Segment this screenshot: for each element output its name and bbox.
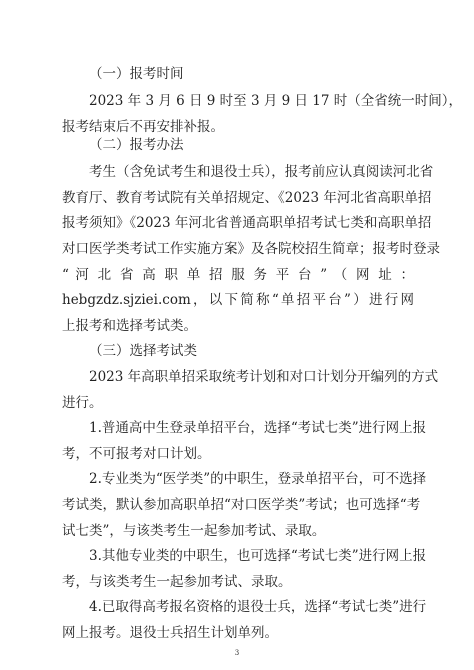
paragraph-line: 试七类”，与该类考生一起参加考试、录取。 [62, 523, 326, 539]
section-heading-1: （一）报考时间 [89, 66, 184, 82]
paragraph-line: 考试类，默认参加高职单招“对口医学类”考试；也可选择“考 [62, 497, 421, 513]
paragraph-line: “ 河 北 省 高 职 单 招 服 务 平 台 ” （ 网 址 ： [62, 267, 414, 283]
list-item-1: 1.普通高中生登录单招平台，选择“考试七类”进行网上报 [89, 420, 427, 436]
paragraph-line: 报考须知》《2023 年河北省普通高职单招考试七类和高职单招 [62, 215, 432, 231]
list-item-3: 3.其他专业类的中职生，也可选择“考试七类”进行网上报 [89, 548, 427, 564]
section-heading-2: （二）报考办法 [89, 137, 184, 153]
list-item-2: 2.专业类为“医学类”的中职生，登录单招平台，可不选择 [89, 471, 427, 487]
paragraph-line: 网上报考。退役士兵招生计划单列。 [62, 625, 278, 641]
paragraph-line: 2023 年高职单招采取统考计划和对口计划分开编列的方式 [89, 369, 439, 385]
section-heading-3: （三）选择考试类 [89, 343, 197, 359]
paragraph-line: 对口医学类考试工作实施方案》及各院校招生简章；报考时登录 [62, 241, 440, 257]
paragraph-line: 2023 年 3 月 6 日 9 时至 3 月 9 日 17 时（全省统一时间）， [89, 93, 463, 109]
paragraph-line: 考生（含免试考生和退役士兵），报考前应认真阅读河北省 [89, 164, 434, 180]
page-number: 3 [234, 649, 240, 657]
paragraph-line: 教育厅、教育考试院有关单招规定、《2023 年河北省高职单招 [62, 190, 432, 206]
paragraph-line: hebgzdz.sjziei.com，以下简称“单招平台”）进行网 [62, 292, 414, 308]
paragraph-line: 考，不可报考对口计划。 [62, 446, 211, 462]
paragraph-line: 上报考和选择考试类。 [62, 318, 197, 334]
paragraph-line: 进行。 [62, 395, 103, 411]
list-item-4: 4.已取得高考报名资格的退役士兵，选择“考试七类”进行 [89, 599, 427, 615]
paragraph-line: 报考结束后不再安排补报。 [62, 119, 224, 135]
paragraph-line: 考，与该类考生一起参加考试、录取。 [62, 574, 292, 590]
